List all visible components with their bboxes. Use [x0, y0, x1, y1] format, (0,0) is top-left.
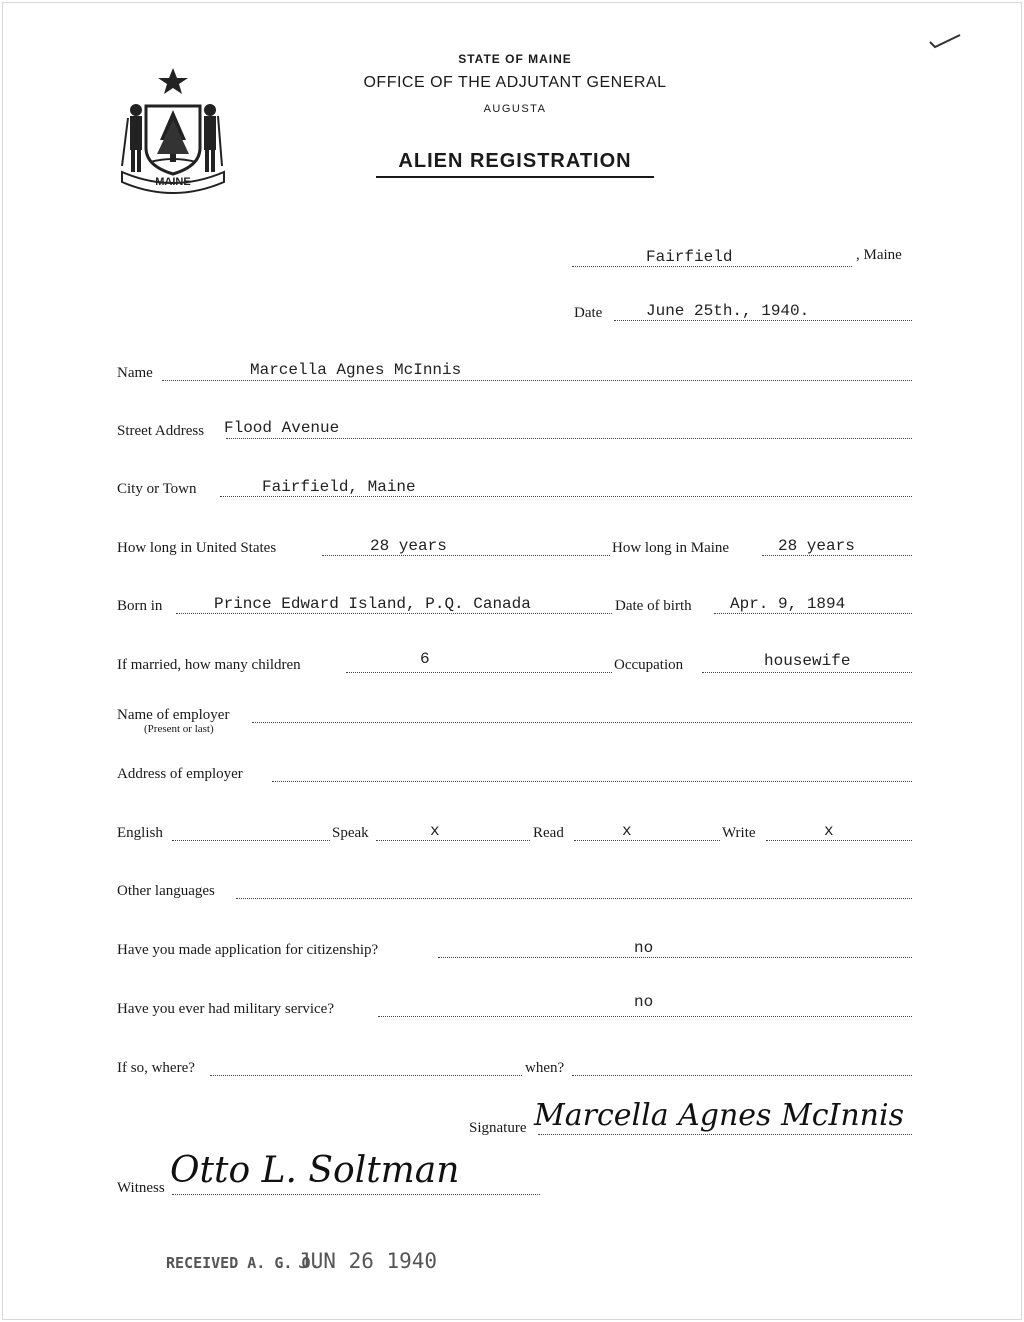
dob-label: Date of birth [615, 598, 692, 614]
date-label: Date [574, 305, 603, 321]
other-languages-line[interactable] [236, 884, 912, 899]
where-label: If so, where? [117, 1060, 195, 1076]
header-state: STATE OF MAINE [458, 52, 572, 66]
witness-signature[interactable]: Otto L. Soltman [170, 1150, 460, 1191]
employer-sublabel: (Present or last) [144, 723, 214, 735]
when-line[interactable] [572, 1061, 912, 1076]
employer-label: Name of employer [117, 707, 230, 723]
speak-label: Speak [332, 825, 369, 841]
location-suffix: , Maine [856, 247, 902, 263]
name-label: Name [117, 365, 153, 381]
english-line [172, 826, 330, 841]
maine-stay-label: How long in Maine [612, 540, 730, 556]
children-line [346, 658, 612, 673]
read-label: Read [533, 825, 564, 841]
english-label: English [117, 825, 163, 841]
military-label: Have you ever had military service? [117, 1001, 334, 1017]
employer-address-line[interactable] [272, 767, 912, 782]
date-value[interactable]: June 25th., 1940. [646, 302, 810, 320]
employer-address-label: Address of employer [117, 766, 243, 782]
write-line [766, 826, 912, 841]
received-stamp-date: JUN 26 1940 [298, 1249, 438, 1273]
name-value[interactable]: Marcella Agnes McInnis [250, 361, 462, 379]
us-stay-line [322, 541, 610, 556]
when-label: when? [525, 1060, 565, 1076]
write-value[interactable]: x [824, 822, 834, 840]
occupation-label: Occupation [614, 657, 684, 673]
other-languages-label: Other languages [117, 883, 215, 899]
where-line[interactable] [210, 1061, 522, 1076]
location-value[interactable]: Fairfield [646, 248, 733, 266]
street-value[interactable]: Flood Avenue [224, 419, 340, 437]
signature-label: Signature [469, 1120, 527, 1136]
city-value[interactable]: Fairfield, Maine [262, 478, 416, 496]
header-office: OFFICE OF THE ADJUTANT GENERAL [363, 74, 667, 91]
svg-text:MAINE: MAINE [155, 176, 191, 188]
speak-line [376, 826, 530, 841]
employer-line[interactable] [252, 708, 912, 723]
signature-value[interactable]: Marcella Agnes McInnis [534, 1098, 904, 1133]
born-label: Born in [117, 598, 163, 614]
children-label: If married, how many children [117, 657, 301, 673]
citizenship-line [438, 943, 912, 958]
us-stay-value[interactable]: 28 years [370, 537, 447, 555]
citizenship-label: Have you made application for citizenship? [117, 942, 379, 958]
received-stamp-label: RECEIVED A. G. O. [166, 1254, 320, 1272]
header-city: AUGUSTA [483, 103, 547, 115]
citizenship-value[interactable]: no [634, 939, 654, 957]
city-label: City or Town [117, 481, 197, 497]
street-label: Street Address [117, 423, 205, 439]
read-value[interactable]: x [622, 822, 632, 840]
born-value[interactable]: Prince Edward Island, P.Q. Canada [214, 595, 531, 613]
witness-label: Witness [117, 1180, 165, 1196]
check-mark-icon [928, 32, 962, 50]
form-title: ALIEN REGISTRATION [376, 150, 654, 178]
military-value[interactable]: no [634, 993, 654, 1011]
occupation-value[interactable]: housewife [764, 652, 851, 670]
maine-stay-value[interactable]: 28 years [778, 537, 855, 555]
children-value[interactable]: 6 [420, 650, 430, 668]
write-label: Write [722, 825, 756, 841]
dob-value[interactable]: Apr. 9, 1894 [730, 595, 846, 613]
read-line [574, 826, 720, 841]
us-stay-label: How long in United States [117, 540, 277, 556]
speak-value[interactable]: x [430, 822, 440, 840]
